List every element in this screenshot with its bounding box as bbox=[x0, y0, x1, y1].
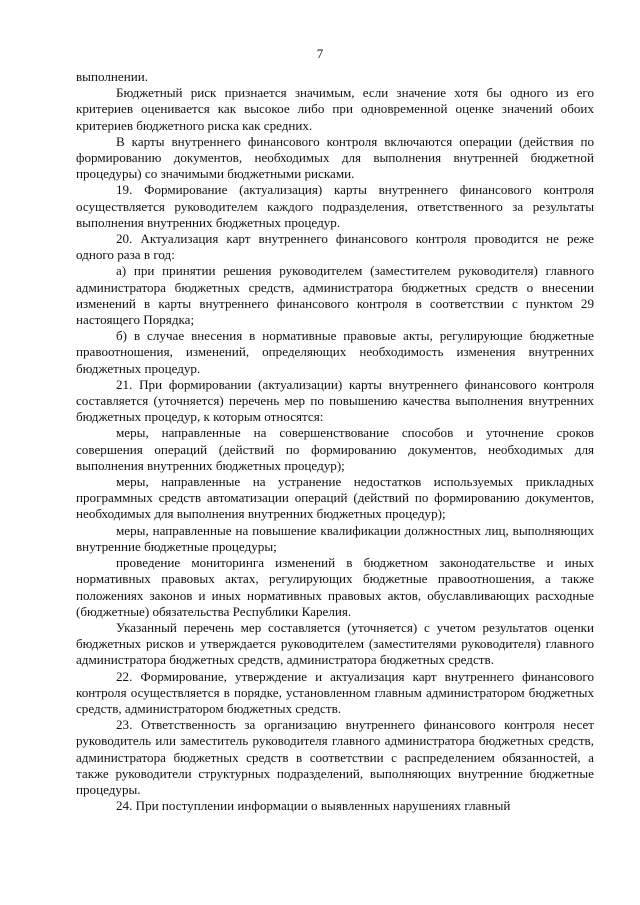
paragraph-item-21: 21. При формировании (актуализации) карты внутреннего финансового контроля составляется (уточняется) перечень мер по повышению качества выполнения внутренних бюджетных процедур, к которым относятся: bbox=[76, 376, 594, 425]
paragraph-item-20a: а) при принятии решения руководителем (заместителем руководителя) главного администратора бюджетных средств, администратора бюджетных средств о внесении изменений в карты внутреннего финансового контроля в соответствии с пунктом 29 настоящего Порядка; bbox=[76, 263, 594, 328]
paragraph-measure-qualification: меры, направленные на повышение квалификации должностных лиц, выполняющих внутренние бюджетные процедуры; bbox=[76, 522, 594, 554]
document-body bbox=[76, 69, 594, 814]
paragraph-measure-operations: меры, направленные на совершенствование способов и уточнение сроков совершения операций (действий по формированию документов, необходимых для выполнения внутренних бюджетных процедур); bbox=[76, 425, 594, 473]
paragraph-item-20b: б) в случае внесения в нормативные правовые акты, регулирующие бюджетные правоотношения, изменений, определяющих необходимость изменения внутренних бюджетных процедур. bbox=[76, 328, 594, 376]
paragraph-measure-software: меры, направленные на устранение недостатков используемых прикладных программных средств автоматизации операций (действий по формированию документов, необходимых для выполнения внутренних бюджетных процедур); bbox=[76, 474, 594, 522]
paragraph-significant-risk: Бюджетный риск признается значимым, если значение хотя бы одного из его критериев оценивается как высокое либо при одновременной оценке значений обоих критериев бюджетного риска как средних. bbox=[76, 85, 594, 133]
page-number: 7 bbox=[316, 46, 324, 61]
paragraph-item-22: 22. Формирование, утверждение и актуализация карт внутреннего финансового контроля осуществляется в порядке, установленном главным администратором бюджетных средств, администратором бюджетных средств. bbox=[76, 668, 594, 716]
paragraph-continuation: выполнении. bbox=[76, 69, 149, 84]
paragraph-item-19: 19. Формирование (актуализация) карты внутреннего финансового контроля осуществляется руководителем каждого подразделения, ответственного за результаты выполнения внутренних бюджетных процедур. bbox=[76, 182, 594, 230]
paragraph-item-23: 23. Ответственность за организацию внутреннего финансового контроля несет руководитель или заместитель руководителя главного администратора бюджетных средств, администратора бюджетных средств в соответствии с распределением обязанностей, а также руководители структурных подразделений, выполняющих внутренние бюджетные процедуры. bbox=[76, 717, 594, 797]
paragraph-item-24: 24. При поступлении информации о выявленных нарушениях главный bbox=[116, 798, 511, 814]
paragraph-item-20: 20. Актуализация карт внутреннего финансового контроля проводится не реже одного раза в год: bbox=[76, 231, 594, 263]
paragraph-measures-list-approval: Указанный перечень мер составляется (уточняется) с учетом результатов оценки бюджетных рисков и утверждается руководителем (заместителями руководителя) главного администратора бюджетных средств, администратора бюджетных средств. bbox=[76, 619, 594, 668]
paragraph-control-maps-operations: В карты внутреннего финансового контроля включаются операции (действия по формированию документов, необходимых для выполнения внутренней бюджетной процедуры) со значимыми бюджетными рисками. bbox=[76, 133, 594, 182]
paragraph-measure-monitoring: проведение мониторинга изменений в бюджетном законодательстве и иных нормативных правовых актах, регулирующих бюджетные правоотношения, а также положениях законов и иных нормативных правовых актов, обуславливающих расходные (бюджетные) обязательства Республики Карелия. bbox=[76, 555, 594, 619]
